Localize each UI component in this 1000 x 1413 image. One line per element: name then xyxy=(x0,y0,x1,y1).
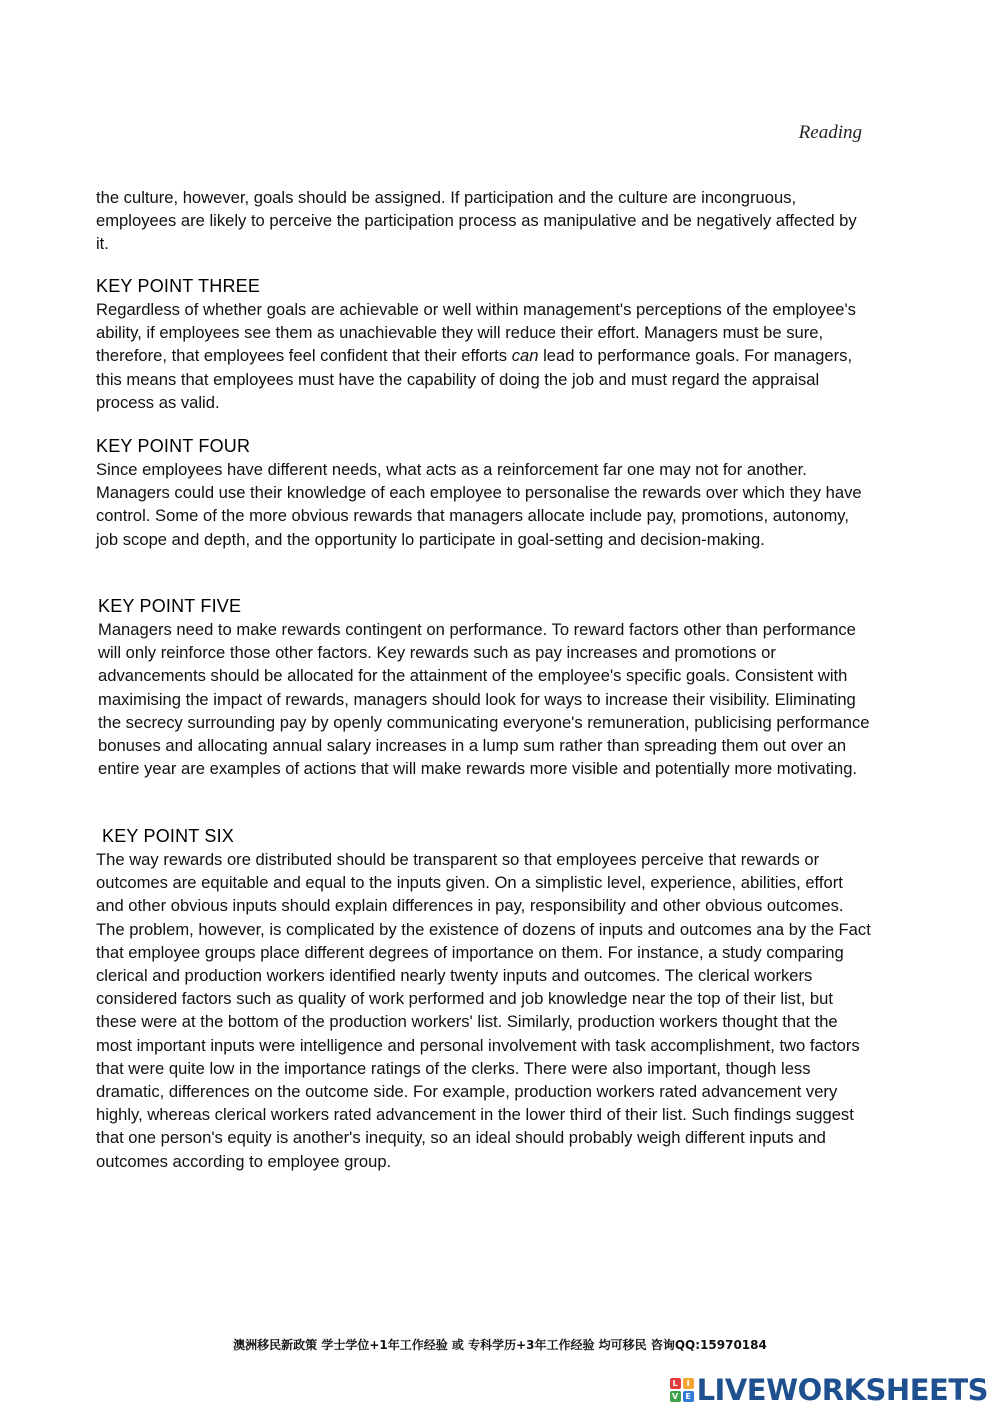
key-point-three-body xyxy=(96,298,871,414)
heading-key-point-five: KEY POINT FIVE xyxy=(98,596,242,616)
footer-notice: 澳洲移民新政策 学士学位+1年工作经验 或 专科学历+3年工作经验 均可移民 咨询QQ:15970184 xyxy=(233,1338,767,1352)
logo-letter: E xyxy=(683,1391,694,1402)
liveworksheets-logo-icon xyxy=(670,1378,694,1402)
heading-key-point-three: KEY POINT THREE xyxy=(96,276,261,296)
key-point-six-body: The way rewards ore distributed should be transparent so that employees perceive that rewards or outcomes are equitable and equal to the inputs given. On a simplistic level, experience, abilities, effort and other obvious inputs should explain differences in pay, responsibility and other obvious outcomes. The problem, however, is complicated by the existence of dozens of inputs and outcomes ana by the Fact that employee groups place different degrees of importance on them. For instance, a study comparing clerical and production workers identified nearly twenty inputs and outcomes. The clerical workers considered factors such as quality of work performed and job knowledge near the top of their list, but these were at the bottom of the production workers' list. Similarly, production workers thought that the most important inputs were intelligence and personal involvement with task accomplishment, two factors that were quite low in the importance ratings of the clerks. There were also important, though less dramatic, differences on the outcome side. For example, production workers rated advancement very highly, whereas clerical workers rated advancement in the lower third of their list. Such findings suggest that one person's equity is another's inequity, so an ideal should probably weigh different inputs and outcomes according to employee group. xyxy=(96,850,871,1171)
key-point-four-body: Since employees have different needs, what acts as a reinforcement far one may not for another. Managers could use their knowledge of each employee to personalise the rewards over which they have control. Some of the more obvious rewards that managers allocate include pay, promotions, autonomy, job scope and depth, and the opportunity lo participate in goal-setting and decision-making. xyxy=(96,460,862,549)
heading-key-point-four: KEY POINT FOUR xyxy=(96,436,251,456)
key-point-five-body: Managers need to make rewards contingent on performance. To reward factors other than performance will only reinforce those other factors. Key rewards such as pay increases and promotions or advancements should be allocated for the attainment of the employee's specific goals. Consistent with maximising the impact of rewards, managers should look for ways to increase their visibility. Eliminating the secrecy surrounding pay by openly communicating everyone's remuneration, publicising performance bonuses and allocating annual salary increases in a lump sum rather than spreading them out over an entire year are examples of actions that will make rewards more visible and potentially more motivating. xyxy=(98,620,870,779)
intro-paragraph: the culture, however, goals should be assigned. If participation and the culture are incongruous, employees are likely to perceive the participation process as manipulative and be negatively affected by it. xyxy=(96,188,857,254)
heading-key-point-six: KEY POINT SIX xyxy=(102,826,234,846)
logo-letter: I xyxy=(683,1378,694,1389)
running-header: Reading xyxy=(798,122,862,143)
liveworksheets-brand[interactable] xyxy=(670,1373,988,1407)
key-point-three-text-2: lead to performance goals. For managers, this means that employees must have the capability of doing the job and must regard the appraisal process as valid. xyxy=(96,346,853,412)
key-point-three-text-1: Regardless of whether goals are achievable or well within management's perceptions of the employee's ability, if employees see them as unachievable they will reduce their effort. Managers must be sure, therefore, that employees feel confident that their efforts xyxy=(96,300,856,366)
logo-letter: L xyxy=(670,1378,681,1389)
key-point-three-emphasis: can xyxy=(511,346,539,366)
logo-letter: V xyxy=(670,1391,681,1402)
brand-name: LIVEWORKSHEETS xyxy=(696,1373,988,1407)
